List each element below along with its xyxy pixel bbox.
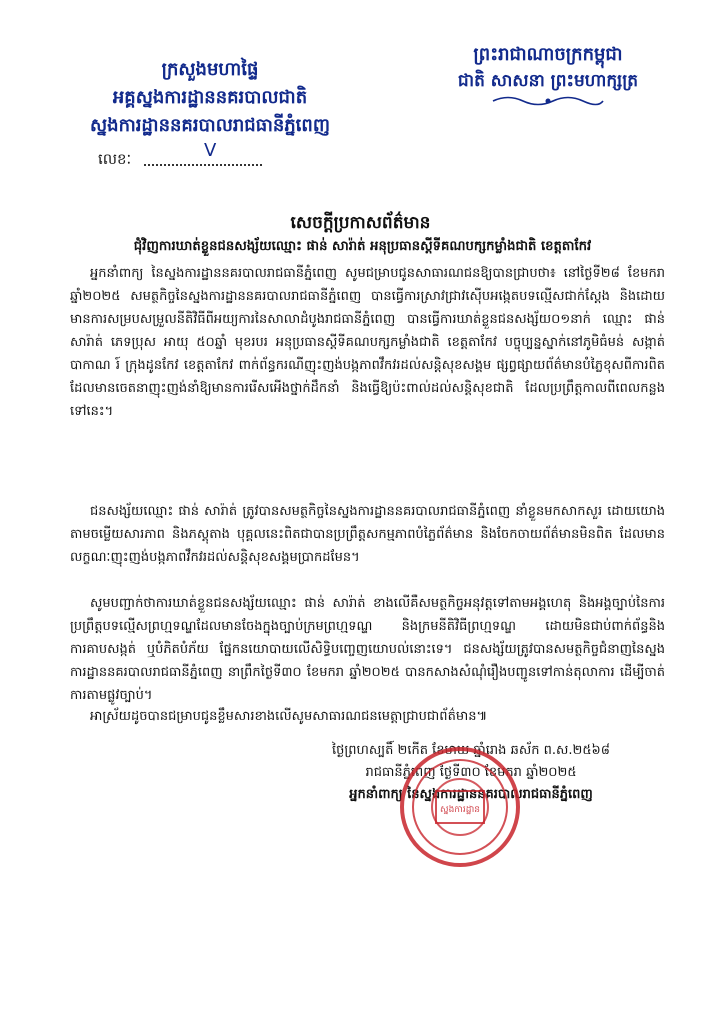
- ministry-heading: [60, 56, 360, 140]
- paragraph-text: សូមបញ្ជាក់ថាការឃាត់ខ្លួនជនសង្ស័យឈ្មោះ ផាន់ សារ៉ាត់ ខាងលើគឺសមត្ថកិច្ចអនុវត្តទៅតាមអង្គហេតុ និងអង្គច្បាប់នៃការប្រព្រឹត្តបទល្មើសព្រហ្មទណ្ឌដែលមានចែងក្នុងច្បាប់ក្រមព្រហ្មទណ្ឌ និងក្រមនីតិវិធីព្រហ្មទណ្ឌ ដោយមិនជាប់ពាក់ព័ន្ធនិងការគាបសង្កត់ ឬបំភិតបំភ័យ ផ្នែកនយោបាយលើសិទ្ធិបញ្ចេញយោបល់នោះទេ។ ជនសង្ស័យត្រូវបានសមត្ថកិច្ចជំនាញនៃស្នងការដ្ឋាននគរបាលរាជធានីភ្នំពេញ នាព្រឹកថ្ងៃទី៣០ ខែមករា ឆ្នាំ២០២៥ បានកសាងសំណុំរឿងបញ្ជូនទៅកាន់តុលាការ ដើម្បីចាត់ការតាមផ្លូវច្បាប់។: [70, 596, 665, 703]
- ornament-icon: [433, 94, 663, 111]
- reference-label: លេខៈ: [98, 150, 132, 168]
- paragraph-text: ជនសង្ស័យឈ្មោះ ផាន់ សារ៉ាត់ ត្រូវបានសមត្ថកិច្ចនៃស្នងការដ្ឋាននគរបាលរាជធានីភ្នំពេញ នាំខ្លួនមកសាកសួរ ដោយយោងតាមចម្លើយសារភាព និងភស្តុតាង បុគ្គលនេះពិតជាបានប្រព្រឹត្តសកម្មភាពបំភ្លៃព័ត៌មាន និងចែកចាយព័ត៌មានមិនពិត ដែលមានលក្ខណៈញុះញង់បង្កភាពវឹកវរដល់សន្តិសុខសង្គមប្រាកដមែន។: [70, 504, 665, 565]
- document-subtitle: ជុំវិញការឃាត់ខ្លួនជនសង្ស័យឈ្មោះ ផាន់ សារ៉ាត់ អនុប្រធានស្តីទីគណបក្សកម្លាំងជាតិ ខេត្តតាកែវ: [133, 239, 592, 254]
- ornament-divider-icon: [488, 94, 608, 108]
- office-name: ស្នងការដ្ឋាននគរបាលរាជធានីភ្នំពេញ: [90, 115, 330, 136]
- department-name: អគ្គស្នងការដ្ឋាននគរបាលជាតិ: [112, 87, 308, 108]
- paragraph-text: អាស្រ័យដូចបានជម្រាបជូនខ្លឹមសារខាងលើសូមសាធារណជនមេត្តាជ្រាបជាព័ត៌មាន៕: [90, 709, 488, 724]
- ministry-name: ក្រសួងមហាផ្ទៃ: [161, 59, 259, 80]
- svg-text:ស្នងការដ្ឋាន: ស្នងការដ្ឋាន: [440, 805, 480, 815]
- kingdom-title: ព្រះរាជាណាចក្រកម្ពុជា: [473, 44, 623, 65]
- reference-field: [144, 139, 262, 166]
- paragraph-2: [70, 500, 665, 569]
- document-title: សេចក្តីប្រកាសព័ត៌មាន: [290, 213, 431, 233]
- gregorian-date: រាជធានីភ្នំពេញ ថ្ងៃទី៣០ ខែមករា ឆ្នាំ២០២៥: [365, 765, 577, 780]
- paragraph-1: [70, 262, 665, 423]
- kingdom-heading: [433, 42, 663, 111]
- kingdom-motto: ជាតិ សាសនា ព្រះមហាក្សត្រ: [457, 71, 639, 91]
- paragraph-3: [70, 592, 665, 707]
- lunar-date: ថ្ងៃព្រហស្បតិ៍ ២កើត ខែមាឃ ឆ្នាំរោង ឆស័ក ព.ស.២៥៦៨: [332, 743, 610, 758]
- signatory-title: អ្នកនាំពាក្យ នៃស្នងការដ្ឋាននគរបាលរាជធានីភ្នំពេញ: [349, 787, 593, 802]
- reference-number: [98, 139, 262, 172]
- reference-mark: V: [203, 139, 217, 161]
- paragraph-text: អ្នកនាំពាក្យ នៃស្នងការដ្ឋាននគរបាលរាជធានីភ្នំពេញ សូមជម្រាបជូនសាធារណជនឱ្យបានជ្រាបថា៖ នៅថ្ងៃទី២៨ ខែមករា ឆ្នាំ២០២៥ សមត្ថកិច្ចនៃស្នងការដ្ឋាននគរបាលរាជធានីភ្នំពេញ បានធ្វើការស្រាវជ្រាវស៊ើបអង្កេតបទល្មើសជាក់ស្តែង និងដោយមានការសម្របសម្រួលនីតិវិធីពីអយ្យការនៃសាលាដំបូងរាជធានីភ្នំពេញ បានធ្វើការឃាត់ខ្លួនជនសង្ស័យ០១នាក់ ឈ្មោះ ផាន់ សារ៉ាត់ ភេទប្រុស អាយុ ៥០ឆ្នាំ មុខរបរ អនុប្រធានស្តីទីគណបក្សកម្លាំងជាតិ ខេត្តតាកែវ បច្ចុប្បន្នស្នាក់នៅភូមិធំមន់ សង្កាត់បាកាណ រ៍ ក្រុងដូនកែវ ខេត្តតាកែវ ពាក់ព័ន្ធករណីញុះញង់បង្កភាពវឹកវរដល់សន្តិសុខសង្គម ផ្សព្វផ្សាយព័ត៌មានបំភ្លៃខុសពីការពិត ដែលមានចេតនាញុះញង់នាំឱ្យមានការរើសអើងថ្នាក់ដឹកនាំ និងធ្វើឱ្យប៉ះពាល់ដល់សន្តិសុខជាតិ ដែលប្រព្រឹត្តកាលពីពេលកន្លងទៅនេះ។: [70, 266, 665, 419]
- official-stamp-icon: [398, 745, 522, 869]
- paragraph-4: [70, 705, 665, 728]
